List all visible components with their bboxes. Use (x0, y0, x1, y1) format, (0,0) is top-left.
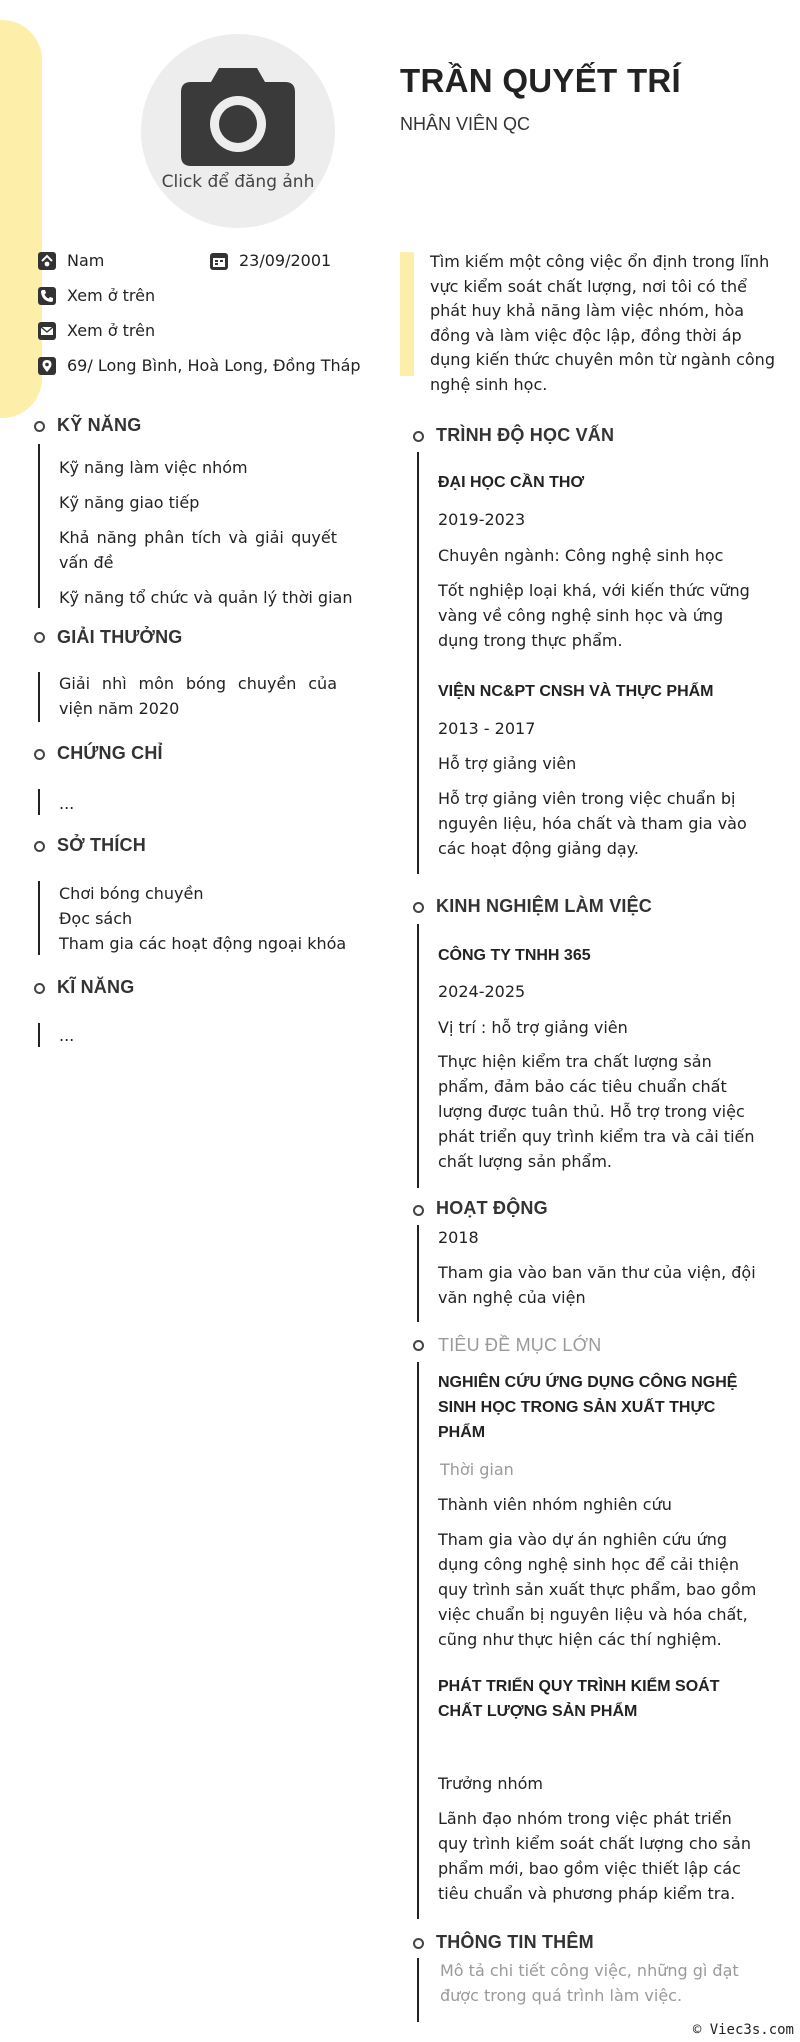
calendar-icon (210, 252, 228, 270)
projects-section-title: TIÊU ĐỀ MỤC LỚN (438, 1335, 602, 1355)
project-role: Trưởng nhóm (438, 1774, 543, 1793)
certificates-section-dot (34, 749, 45, 760)
project-description: Tham gia vào dự án nghiên cứu ứng dụng công nghệ sinh học để cải thiện quy trình sản xuất thực phẩm, bao gồm việc chuẩn bị nguyên liệu và hóa chất, cũng như thực hiện các thí nghiệm. (438, 1530, 757, 1649)
address-value: 69/ Long Bình, Hoà Long, Đồng Tháp (67, 356, 361, 375)
experience-position: Vị trí : hỗ trợ giảng viên (438, 1018, 628, 1037)
skills2-section-line (38, 1023, 40, 1047)
location-pin-icon (38, 357, 56, 375)
awards-section-title: GIẢI THƯỞNG (57, 627, 183, 647)
career-objective: Tìm kiếm một công việc ổn định trong lĩnh vực kiểm soát chất lượng, nơi tôi có thể phát huy khả năng làm việc nhóm, hòa đồng và làm việc độc lập, đồng thời áp dụng kiến thức chuyên môn từ ngành công nghệ sinh học. (430, 252, 775, 394)
project-name: PHÁT TRIỂN QUY TRÌNH KIỂM SOÁT CHẤT LƯỢNG SẢN PHẨM (438, 1678, 720, 1720)
skills2-section-title: KĨ NĂNG (57, 977, 135, 997)
gender-row (38, 251, 104, 270)
skill-item: Khả năng phân tích và giải quyết vấn đề (59, 528, 337, 572)
more-info-section-title: THÔNG TIN THÊM (436, 1932, 594, 1952)
project-name: NGHIÊN CỨU ỨNG DỤNG CÔNG NGHỆ SINH HỌC TRONG SẢN XUẤT THỰC PHẨM (438, 1374, 738, 1441)
birthdate-row (210, 251, 331, 270)
experience-period: 2024-2025 (438, 982, 526, 1001)
job-title: NHÂN VIÊN QC (400, 114, 531, 134)
project-time-placeholder: Thời gian (440, 1460, 514, 1479)
education-school: ĐẠI HỌC CẦN THƠ (438, 474, 585, 491)
education-period: 2013 - 2017 (438, 719, 536, 738)
candidate-name: TRẦN QUYẾT TRÍ (400, 62, 682, 99)
education-section-dot (413, 431, 424, 442)
awards-section-line (38, 672, 40, 722)
awards-section-dot (34, 632, 45, 643)
hobby-item: Tham gia các hoạt động ngoại khóa (59, 934, 347, 953)
objective-accent-bar (400, 252, 414, 376)
decorative-yellow-bar (0, 20, 42, 418)
hobby-item: Chơi bóng chuyền (59, 884, 204, 903)
skills-section-dot (34, 421, 45, 432)
certificate-item: ... (59, 794, 75, 813)
email-value: Xem ở trên (67, 321, 156, 340)
email-icon (38, 322, 56, 340)
watermark: © Viec3s.com (692, 2022, 794, 2038)
education-major: Chuyên ngành: Công nghệ sinh học (438, 546, 724, 565)
education-description: Tốt nghiệp loại khá, với kiến thức vững vàng về công nghệ sinh học và ứng dụng trong thực phẩm. (438, 581, 750, 650)
certificates-section-line (38, 789, 40, 815)
skills-section-line (38, 444, 40, 608)
experience-company: CÔNG TY TNHH 365 (438, 947, 591, 964)
phone-value: Xem ở trên (67, 286, 156, 305)
more-info-placeholder[interactable]: Mô tả chi tiết công việc, những gì đạt được trong quá trình làm việc. (440, 1961, 739, 2005)
certificates-section-title: CHỨNG CHỈ (57, 743, 163, 763)
activity-description: Tham gia vào ban văn thư của viện, đội văn nghệ của viện (438, 1263, 756, 1307)
education-school: VIỆN NC&PT CNSH VÀ THỰC PHẨM (438, 683, 714, 700)
avatar-upload[interactable] (141, 34, 335, 228)
activity-year: 2018 (438, 1228, 479, 1247)
experience-section-line (417, 924, 419, 1188)
birthdate-value: 23/09/2001 (239, 251, 332, 270)
education-description: Hỗ trợ giảng viên trong việc chuẩn bị nguyên liệu, hóa chất và tham gia vào các hoạt động giảng dạy. (438, 789, 747, 858)
more-info-section-line (417, 1958, 419, 2022)
skill-item: Kỹ năng giao tiếp (59, 493, 200, 512)
phone-row (38, 286, 155, 305)
hobby-item: Đọc sách (59, 909, 133, 928)
projects-section-line (417, 1362, 419, 1919)
activities-section-title: HOẠT ĐỘNG (436, 1198, 548, 1218)
project-role: Thành viên nhóm nghiên cứu (438, 1495, 672, 1514)
photo-upload-caption: Click để đăng ảnh (161, 172, 315, 192)
phone-icon (38, 287, 56, 305)
project-description: Lãnh đạo nhóm trong việc phát triển quy trình kiểm soát chất lượng cho sản phẩm mới, bao gồm việc thiết lập các tiêu chuẩn và phương pháp kiểm tra. (438, 1809, 751, 1903)
activities-section-dot (413, 1205, 424, 1216)
skill-item: Kỹ năng làm việc nhóm (59, 458, 248, 477)
education-section-title: TRÌNH ĐỘ HỌC VẤN (436, 425, 615, 445)
education-period: 2019-2023 (438, 510, 526, 529)
camera-icon (179, 64, 297, 168)
gender-value: Nam (67, 251, 105, 270)
hobbies-section-title: SỞ THÍCH (57, 835, 146, 855)
education-section-line (417, 452, 419, 874)
skills2-item: ... (59, 1026, 75, 1045)
skill-item: Kỹ năng tổ chức và quản lý thời gian (59, 588, 353, 607)
gender-icon (38, 252, 56, 270)
education-major: Hỗ trợ giảng viên (438, 754, 577, 773)
projects-section-dot (413, 1340, 424, 1351)
award-item: Giải nhì môn bóng chuyền của viện năm 2020 (59, 674, 337, 718)
email-row (38, 321, 155, 340)
activities-section-line (417, 1225, 419, 1322)
skills2-section-dot (34, 983, 45, 994)
hobbies-section-line (38, 881, 40, 955)
experience-section-dot (413, 902, 424, 913)
address-row (38, 356, 361, 375)
experience-description: Thực hiện kiểm tra chất lượng sản phẩm, đảm bảo các tiêu chuẩn chất lượng được tuân thủ. Hỗ trợ trong việc phát triển quy trình kiểm tra và cải tiến chất lượng sản phẩm. (438, 1052, 755, 1171)
hobbies-section-dot (34, 841, 45, 852)
experience-section-title: KINH NGHIỆM LÀM VIỆC (436, 896, 653, 916)
skills-section-title: KỸ NĂNG (57, 415, 142, 435)
more-info-section-dot (413, 1938, 424, 1949)
